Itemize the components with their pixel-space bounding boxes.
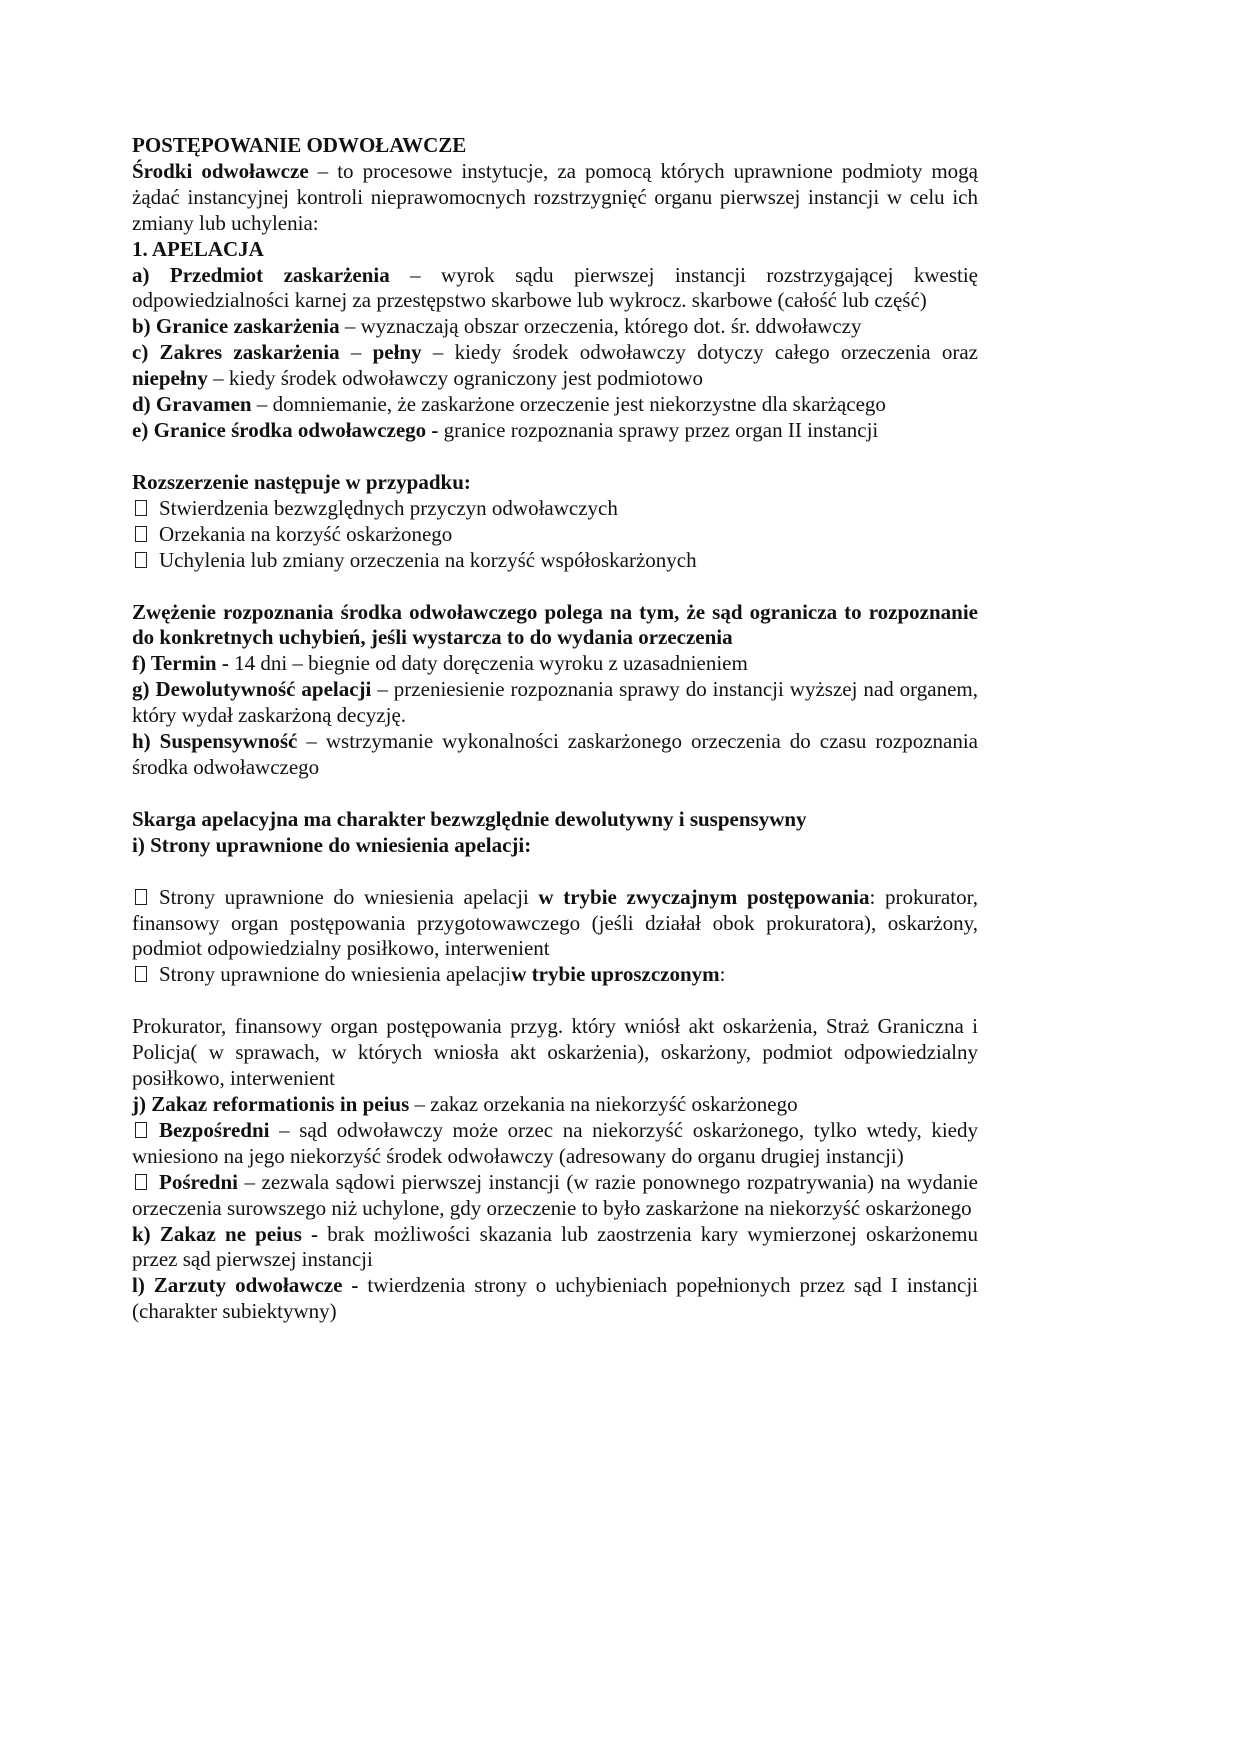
item-k [132, 1222, 978, 1274]
item-c-sep: – [339, 340, 373, 365]
parties-heading: i) Strony uprawnione do wniesienia apelacji: [132, 832, 532, 857]
narrowing-statement: Zwężenie rozpoznania środka odwoławczego polega na tym, że sąd ogranicza to rozpoznanie do konkretnych uchybień, jeśli wystarcza to do wydania orzeczenia [132, 599, 978, 650]
item-d-term: d) Gravamen [132, 392, 252, 417]
item-l-text: twierdzenia strony o uchybieniach popełnionych przez sąd I instancji (charakter subiektywny) [132, 1273, 978, 1324]
item-j-direct-text: – sąd odwoławczy może orzec na niekorzyść oskarżonego, tylko wtedy, kiedy wniesiono na jego niekorzyść środek odwoławczy (adresowany do organu drugiej instancji) [132, 1117, 978, 1168]
item-a-term: a) Przedmiot zaskarżenia [132, 262, 390, 287]
item-j-indirect-term: Pośredni [159, 1169, 238, 1194]
item-j [132, 1092, 978, 1118]
item-d [132, 392, 978, 418]
intro-paragraph [132, 159, 978, 237]
bullet-text: Uchylenia lub zmiany orzeczenia na korzyść współoskarżonych [159, 547, 697, 572]
item-f-text: 14 dni – biegnie od daty doręczenia wyroku z uzasadnieniem [228, 651, 748, 676]
parties-simplified-mode: w trybie uproszczonym [511, 962, 720, 987]
item-b-text: – wyznaczają obszar orzeczenia, którego dot. śr. ddwoławczy [339, 314, 862, 339]
item-c-text: – kiedy środek odwoławczy dotyczy całego orzeczenia oraz [421, 340, 978, 365]
item-j-direct [132, 1118, 978, 1170]
parties-simplified-lead: Strony uprawnione do wniesienia apelacji [159, 962, 512, 987]
document-page [132, 133, 978, 1325]
item-l [132, 1273, 978, 1325]
item-c-term-full: pełny [372, 340, 422, 365]
item-c-text2: – kiedy środek odwoławczy ograniczony jest podmiotowo [207, 366, 703, 391]
item-h-text: – wstrzymanie wykonalności zaskarżonego orzeczenia do czasu rozpoznania środka odwoławczego [132, 729, 978, 779]
character-statement: Skarga apelacyjna ma charakter bezwzględnie dewolutywny i suspensywny [132, 806, 807, 831]
item-g-term: g) Dewolutywność apelacji [132, 677, 372, 702]
item-e [132, 418, 978, 444]
extension-bullet [132, 522, 978, 548]
bullet-box-icon [135, 1174, 147, 1190]
spacer [132, 444, 978, 470]
item-a [132, 263, 978, 315]
colon: : [719, 962, 726, 987]
item-j-indirect [132, 1170, 978, 1222]
item-f [132, 651, 978, 677]
document-title: POSTĘPOWANIE ODWOŁAWCZE [132, 133, 467, 157]
item-d-text: – domniemanie, że zaskarżone orzeczenie jest niekorzystne dla skarżącego [251, 392, 886, 417]
spacer [132, 781, 978, 807]
item-j-indirect-text: – zezwala sądowi pierwszej instancji (w razie ponownego rozpatrywania) na wydanie orzeczenia surowszego niż uchylone, gdy orzeczenie to było zaskarżone na niekorzyść oskarżonego [132, 1169, 978, 1220]
colon: : [869, 884, 876, 909]
intro-text: – to procesowe instytucje, za pomocą których uprawnione podmioty mogą żądać instancyjnej kontroli nieprawomocnych rozstrzygnięć organu pierwszej instancji w celu ich zmiany lub uchylenia: [132, 158, 979, 235]
parties-ordinary-lead: Strony uprawnione do wniesienia apelacji [159, 884, 539, 909]
item-f-term: f) Termin - [132, 651, 229, 676]
item-h [132, 729, 978, 781]
item-g-text: – przeniesienie rozpoznania sprawy do instancji wyższej nad organem, który wydał zaskarżoną decyzję. [132, 677, 978, 728]
bullet-box-icon [135, 552, 147, 568]
bullet-box-icon [135, 526, 147, 542]
item-e-text: granice rozpoznania sprawy przez organ II instancji [438, 417, 879, 442]
item-b-term: b) Granice zaskarżenia [132, 314, 340, 339]
spacer [132, 988, 978, 1014]
bullet-text: Stwierdzenia bezwzględnych przyczyn odwoławczych [159, 495, 618, 520]
bullet-box-icon [135, 500, 147, 516]
extension-heading: Rozszerzenie następuje w przypadku: [132, 469, 471, 494]
parties-simplified [132, 962, 978, 988]
item-j-text: – zakaz orzekania na niekorzyść oskarżonego [409, 1092, 798, 1116]
item-c [132, 340, 978, 392]
item-g [132, 677, 978, 729]
item-j-direct-term: Bezpośredni [159, 1117, 270, 1142]
item-c-term: c) Zakres zaskarżenia [132, 340, 340, 365]
item-a-text: – wyrok sądu pierwszej instancji rozstrzygającej kwestię odpowiedzialności karnej za przestępstwo skarbowe lub wykrocz. skarbowe (całość lub część) [132, 262, 978, 313]
item-h-term: h) Suspensywność [132, 729, 298, 754]
parties-ordinary-mode: w trybie zwyczajnym postępowania [538, 884, 870, 909]
item-j-term: j) Zakaz reformationis in peius [132, 1092, 410, 1116]
item-e-term: e) Granice środka odwoławczego - [132, 417, 439, 442]
bullet-box-icon [135, 966, 147, 982]
parties-simplified-list: Prokurator, finansowy organ postępowania przyg. który wniósł akt oskarżenia, Straż Graniczna i Policja( w sprawach, w których wniosła akt oskarżenia), oskarżony, podmiot odpowiedzialny posiłkowo, interwenient [132, 1014, 978, 1091]
extension-bullet [132, 548, 978, 574]
parties-ordinary-text: prokurator, finansowy organ postępowania przygotowawczego (jeśli działał obok prokuratora), oskarżony, podmiot odpowiedzialny posiłkowo, interwenient [132, 884, 978, 961]
intro-term: Środki odwoławcze [132, 158, 309, 183]
spacer [132, 859, 978, 885]
parties-ordinary [132, 885, 978, 963]
bullet-box-icon [135, 1122, 147, 1138]
item-b [132, 314, 978, 340]
extension-bullet [132, 496, 978, 522]
item-l-term: l) Zarzuty odwoławcze - [132, 1273, 359, 1298]
item-c-term-partial: niepełny [132, 366, 208, 391]
bullet-text: Orzekania na korzyść oskarżonego [159, 521, 453, 546]
bullet-box-icon [135, 889, 147, 905]
item-k-text: brak możliwości skazania lub zaostrzenia kary wymierzonej oskarżonemu przez sąd pierwszej instancji [132, 1221, 978, 1272]
item-k-term: k) Zakaz ne peius - [132, 1221, 319, 1246]
section-heading-apelacja: 1. APELACJA [132, 236, 264, 261]
spacer [132, 574, 978, 600]
